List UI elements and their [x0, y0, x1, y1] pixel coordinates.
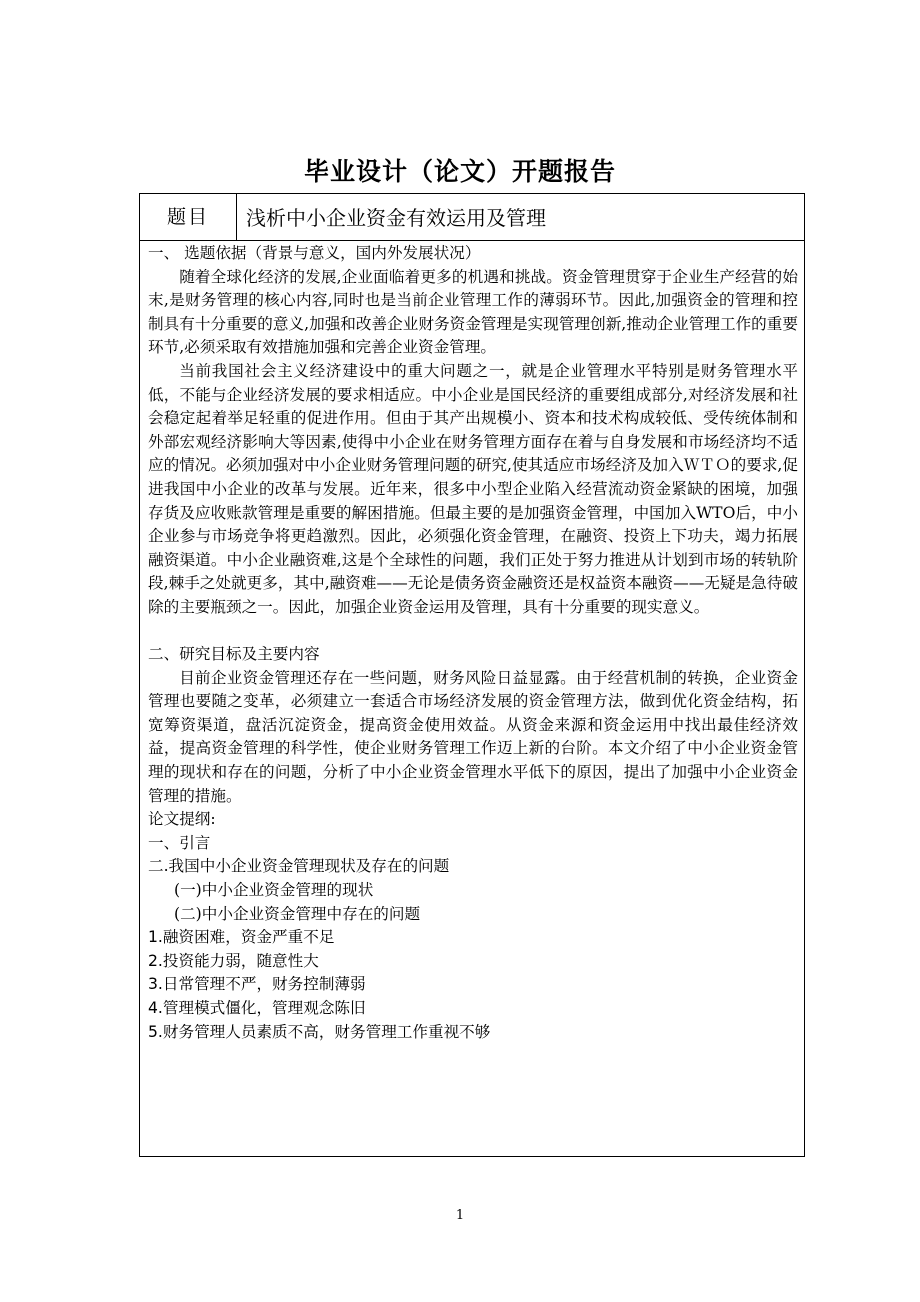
outline-point-text: 财务管理人员素质不高，财务管理工作重视不够 [162, 1022, 491, 1041]
page-title: 毕业设计（论文）开题报告 [303, 157, 616, 186]
report-content [140, 242, 806, 1044]
section-2-heading: 二、研究目标及主要内容 [148, 645, 320, 664]
section-1-heading: 一、 选题依据（背景与意义，国内外发展状况） [148, 244, 481, 262]
section-1-paragraph-1: 随着全球化经济的发展,企业面临着更多的机遇和挑战。资金管理贯穿于企业生产经营的始末,是财务管理的核心内容,同时也是当前企业管理工作的薄弱环节。因此,加强资金的管理和控制具有十分重要的意义,加强和改善企业财务资金管理是实现管理创新,推动企业管理工作的重要环节,必须采取有效措施加强和完善企业资金管理。 [148, 267, 798, 357]
outline-point-3 [148, 973, 798, 997]
topic-label: 题目 [140, 194, 237, 240]
outline-point-number: 1. [148, 928, 163, 947]
outline-point-number: 3. [148, 975, 163, 994]
blank-line [148, 620, 798, 644]
outline-point-5 [148, 1021, 798, 1045]
outline-point-number: 2. [148, 951, 163, 970]
outline-point-number: 5. [148, 1022, 163, 1041]
outline-point-text: 管理模式僵化，管理观念陈旧 [162, 999, 366, 1017]
topic-value: 浅析中小企业资金有效运用及管理 [246, 206, 546, 230]
outline-point-4 [148, 997, 798, 1021]
outline-point-text: 融资困难，资金严重不足 [162, 928, 335, 947]
page-number: 1 [455, 1208, 465, 1223]
section-1-paragraph-2: 当前我国社会主义经济建设中的重大问题之一，就是企业管理水平特别是财务管理水平低，不能与企业经济发展的要求相适应。中小企业是国民经济的重要组成部分,对经济发展和社会稳定起着举足轻重的促进作用。但由于其产出规模小、资本和技术构成较低、受传统体制和外部宏观经济影响大等因素,使得中小企业在财务管理方面存在着与自身发展和市场经济均不适应的情况。必须加强对中小企业财务管理问题的研究,使其适应市场经济及加入ＷＴＯ的要求,促进我国中小企业的改革与发展。近年来，很多中小型企业陷入经营流动资金紧缺的困境，加强存货及应收账款管理是重要的解困措施。但最主要的是加强资金管理，中国加入WTO后，中小企业参与市场竞争将更趋激烈。因此，必须强化资金管理，在融资、投资上下功夫，竭力拓展融资渠道。中小企业融资难,这是个全球性的问题，我们正处于努力推进从计划到市场的转轨阶段,棘手之处就更多，其中,融资难——无论是债务资金融资还是权益资本融资——无疑是急待破除的主要瓶颈之一。因此，加强企业资金运用及管理，具有十分重要的现实意义。 [148, 361, 798, 616]
outline-point-1 [148, 926, 798, 950]
outline-point-text: 投资能力弱，随意性大 [162, 951, 319, 970]
outline-point-number: 4. [148, 999, 163, 1017]
outline-subitem-1: (一)中小企业资金管理的现状 [174, 881, 374, 900]
outline-label: 论文提纲: [148, 810, 216, 829]
report-table [139, 193, 805, 1157]
outline-subitem-2: (二)中小企业资金管理中存在的问题 [174, 904, 421, 923]
section-2-paragraph: 目前企业资金管理还存在一些问题，财务风险日益显露。由于经营机制的转换，企业资金管理也要随之变革，必须建立一套适合市场经济发展的资金管理方法，做到优化资金结构，拓宽筹资渠道，盘活沉淀资金，提高资金使用效益。从资金来源和资金运用中找出最佳经济效益，提高资金管理的科学性，使企业财务管理工作迈上新的台阶。本文介绍了中小企业资金管理的现状和存在的问题，分析了中小企业资金管理水平低下的原因，提出了加强中小企业资金管理的措施。 [148, 668, 798, 805]
outline-point-2 [148, 950, 798, 974]
topic-row [140, 194, 804, 241]
outline-item-2: 二.我国中小企业资金管理现状及存在的问题 [148, 857, 450, 876]
outline-point-text: 日常管理不严，财务控制薄弱 [162, 975, 366, 994]
outline-item-1: 一、引言 [148, 833, 211, 852]
